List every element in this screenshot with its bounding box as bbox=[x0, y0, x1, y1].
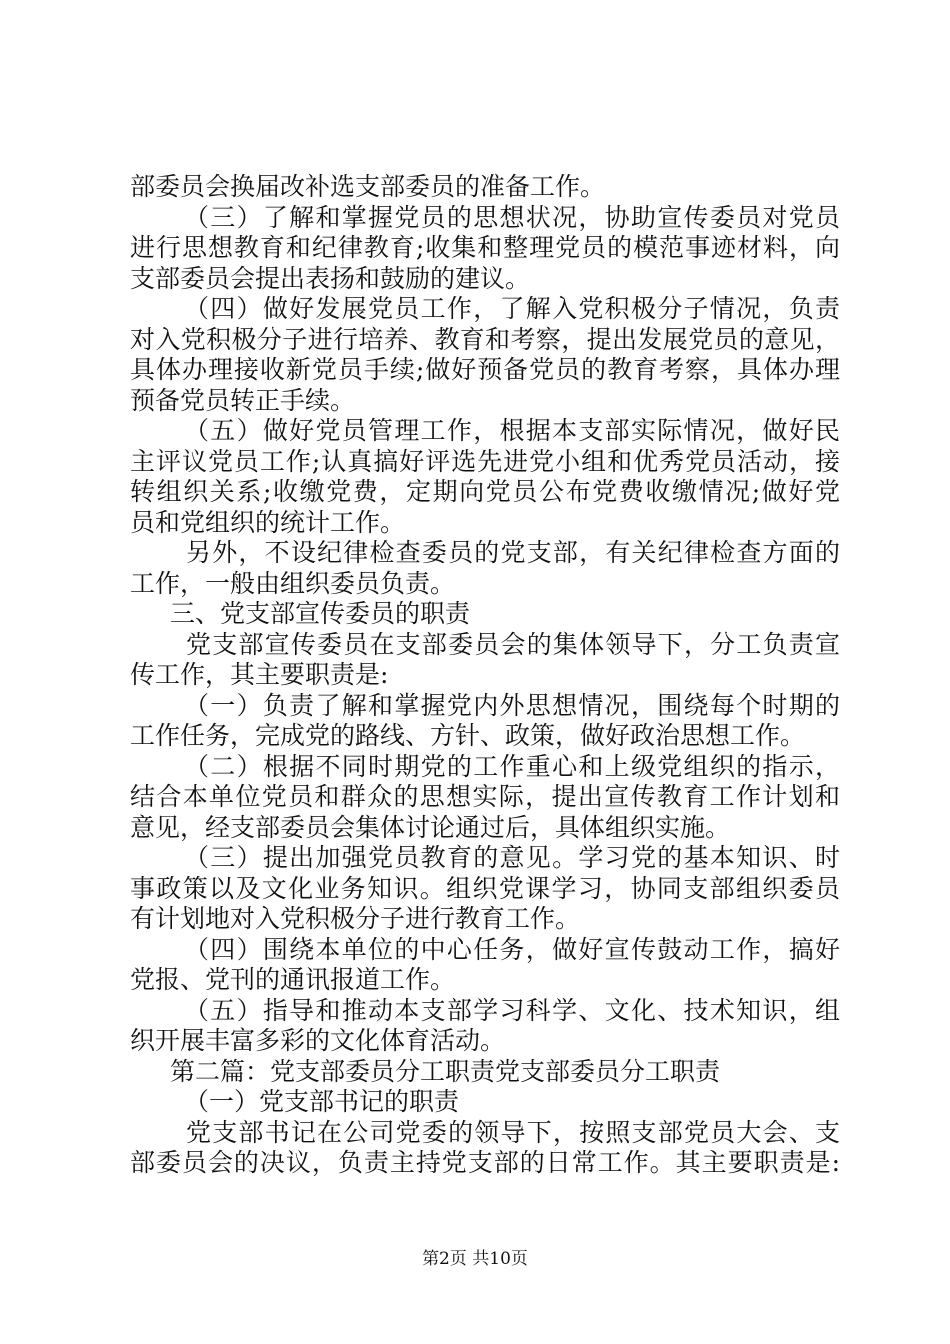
text-line: 工作任务，完成党的路线、方针、政策，做好政治思想工作。 bbox=[130, 721, 806, 750]
text-line: 有计划地对入党积极分子进行教育工作。 bbox=[130, 904, 581, 933]
text-line: 具体办理接收新党员手续;做好预备党员的教育考察，具体办理 bbox=[130, 355, 840, 384]
text-line: 工作，一般由组织委员负责。 bbox=[130, 568, 456, 598]
text-line: 三、党支部宣传委员的职责 bbox=[170, 599, 471, 628]
text-line: 部委员会换届改补选支部委员的准备工作。 bbox=[130, 172, 606, 201]
text-line: 进行思想教育和纪律教育;收集和整理党员的模范事迹材料，向 bbox=[130, 233, 840, 262]
document-body bbox=[130, 172, 840, 1179]
text-line: （三）提出加强党员教育的意见。学习党的基本知识、时 bbox=[184, 843, 840, 872]
text-line: 党支部宣传委员在支部委员会的集体领导下，分工负责宣 bbox=[186, 629, 840, 659]
text-line: 党报、党刊的通讯报道工作。 bbox=[130, 965, 456, 994]
text-line: 转组织关系;收缴党费，定期向党员公布党费收缴情况;做好党 bbox=[130, 477, 840, 506]
text-line: 织开展丰富多彩的文化体育活动。 bbox=[130, 1026, 506, 1055]
text-line: 支部委员会提出表扬和鼓励的建议。 bbox=[130, 263, 531, 293]
text-line: 对入党积极分子进行培养、教育和考察，提出发展党员的意见， bbox=[130, 324, 840, 354]
page-footer: 第2页 共10页 bbox=[422, 1249, 528, 1269]
text-line: 第二篇：党支部委员分工职责党支部委员分工职责 bbox=[170, 1056, 721, 1086]
text-line: （五）做好党员管理工作，根据本支部实际情况，做好民 bbox=[184, 416, 840, 445]
text-line: 传工作，其主要职责是: bbox=[130, 660, 389, 689]
text-line: 预备党员转正手续。 bbox=[130, 385, 356, 415]
text-line: 主评议党员工作;认真搞好评选先进党小组和优秀党员活动，接 bbox=[130, 446, 840, 476]
text-line: 意见，经支部委员会集体讨论通过后，具体组织实施。 bbox=[130, 812, 731, 842]
text-line: 另外，不设纪律检查委员的党支部，有关纪律检查方面的 bbox=[186, 538, 840, 567]
text-line: 党支部书记在公司党委的领导下，按照支部党员大会、支 bbox=[186, 1117, 840, 1147]
text-line: （四）做好发展党员工作，了解入党积极分子情况，负责 bbox=[184, 294, 840, 323]
text-line: （一）党支部书记的职责 bbox=[184, 1087, 460, 1116]
text-line: 结合本单位党员和群众的思想实际，提出宣传教育工作计划和 bbox=[130, 782, 840, 811]
text-line: 员和党组织的统计工作。 bbox=[130, 507, 406, 537]
text-line: 事政策以及文化业务知识。组织党课学习，协同支部组织委员 bbox=[130, 873, 840, 903]
text-line: （五）指导和推动本支部学习科学、文化、技术知识，组 bbox=[184, 995, 840, 1025]
text-line: （三）了解和掌握党员的思想状况，协助宣传委员对党员 bbox=[184, 202, 840, 232]
text-line: （二）根据不同时期党的工作重心和上级党组织的指示， bbox=[184, 751, 840, 781]
text-line: 部委员会的决议，负责主持党支部的日常工作。其主要职责是: bbox=[130, 1148, 840, 1177]
text-line: （四）围绕本单位的中心任务，做好宣传鼓动工作，搞好 bbox=[184, 934, 840, 964]
text-line: （一）负责了解和掌握党内外思想情况，围绕每个时期的 bbox=[184, 690, 840, 720]
